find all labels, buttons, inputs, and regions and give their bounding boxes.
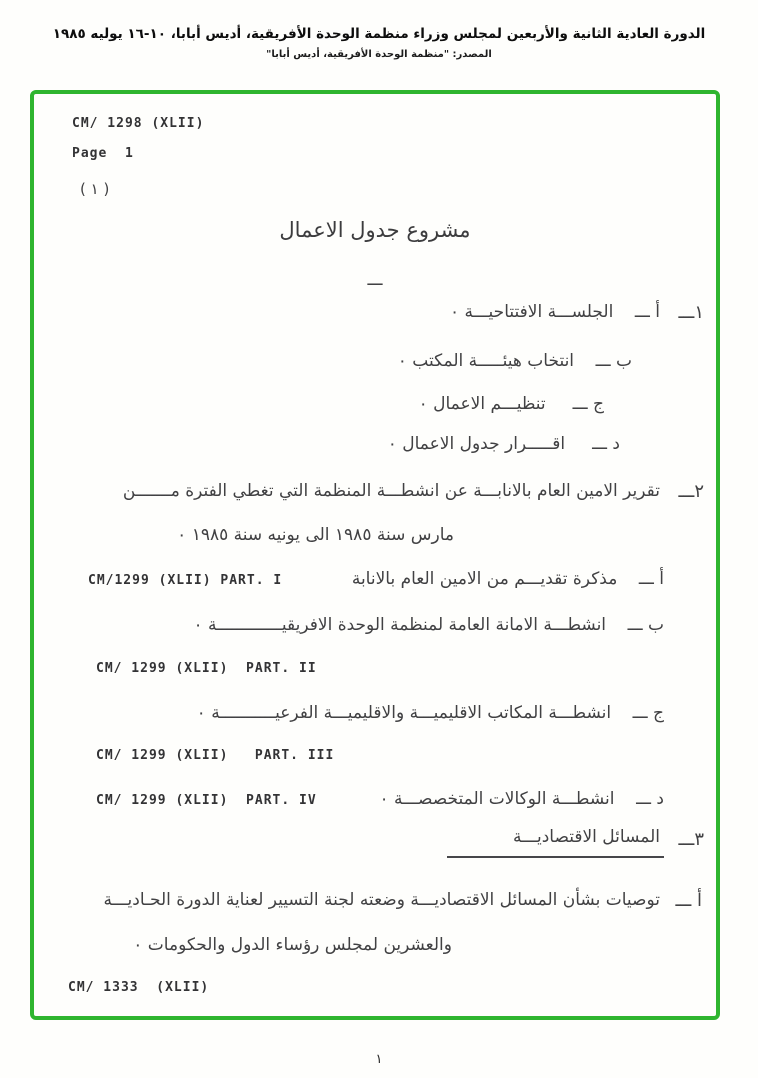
- agenda-item-1c: ج ـــ تنظيـــم الاعمال ٠: [418, 394, 604, 414]
- highlight-frame: [30, 90, 720, 1020]
- agenda-item-3-heading: المسائل الاقتصاديـــة: [447, 827, 664, 858]
- agenda-item-2-line2: مارس سنة ١٩٨٥ الى يونيه سنة ١٩٨٥ ٠: [177, 525, 454, 545]
- agenda-item-1a: أ ـــ الجلســـة الافتتاحيـــة ٠: [449, 302, 660, 322]
- agenda-item-3a-letter: أ ـــ: [675, 890, 702, 911]
- agenda-item-2a-ref: CM/1299 (XLII) PART. I: [88, 573, 283, 588]
- agenda-item-1b: ب ـــ انتخاب هيئـــــة المكتب ٠: [397, 351, 632, 371]
- agenda-item-3-number: ٣ـــ: [678, 829, 704, 850]
- title-divider: ـــ: [367, 270, 383, 290]
- agenda-item-3a-line1: توصيات بشأن المسائل الاقتصاديـــة وضعته لجنة التسيير لعناية الدورة الحـاديـــة: [103, 890, 660, 910]
- agenda-item-2c: ج ـــ انشطـــة المكاتب الاقليميـــة والاقليميـــة الفرعيـــــــــــة ٠: [196, 703, 664, 723]
- bottom-ref-code: CM/ 1333 (XLII): [68, 980, 210, 995]
- agenda-item-2a: أ ـــ مذكرة تقديـــم من الامين العام بالانابة: [351, 569, 664, 589]
- agenda-item-2c-ref: CM/ 1299 (XLII) PART. III: [96, 748, 335, 763]
- source-note: المصدر: "منظمة الوحدة الأفريقية، أديس أبابا": [266, 49, 492, 60]
- page-footer: [0, 1048, 758, 1067]
- agenda-item-1d: د ـــ اقـــــرار جدول الاعمال ٠: [387, 434, 620, 454]
- document-header: [0, 26, 758, 60]
- page-number: ١: [375, 1052, 383, 1067]
- page-label: Page 1: [72, 146, 134, 161]
- agenda-item-2d: د ـــ انشطـــة الوكالات المتخصصـــة ٠: [379, 789, 664, 809]
- agenda-item-2b-ref: CM/ 1299 (XLII) PART. II: [96, 661, 317, 676]
- agenda-item-2-line1: تقرير الامين العام بالانابـــة عن انشطـــة المنظمة التي تغطي الفترة مـــــــن: [122, 481, 660, 501]
- agenda-item-2d-ref: CM/ 1299 (XLII) PART. IV: [96, 793, 317, 808]
- agenda-title: مشروع جدول الاعمال: [279, 218, 471, 242]
- agenda-item-2-number: ٢ـــ: [678, 481, 704, 502]
- agenda-item-1-number: ١ـــ: [678, 302, 704, 323]
- section-marker: ( ١ ): [80, 180, 110, 198]
- doc-ref-code: CM/ 1298 (XLII): [72, 116, 205, 131]
- agenda-item-2b: ب ـــ انشطـــة الامانة العامة لمنظمة الوحدة الافريقيـــــــــــــة ٠: [193, 615, 664, 635]
- session-title: الدورة العادية الثانية والأربعين لمجلس وزراء منظمة الوحدة الأفريقية، أديس أبابا، ١٠-١٦ يوليه ١٩٨٥: [52, 26, 706, 42]
- agenda-item-3a-line2: والعشرين لمجلس رؤساء الدول والحكومات ٠: [133, 935, 452, 955]
